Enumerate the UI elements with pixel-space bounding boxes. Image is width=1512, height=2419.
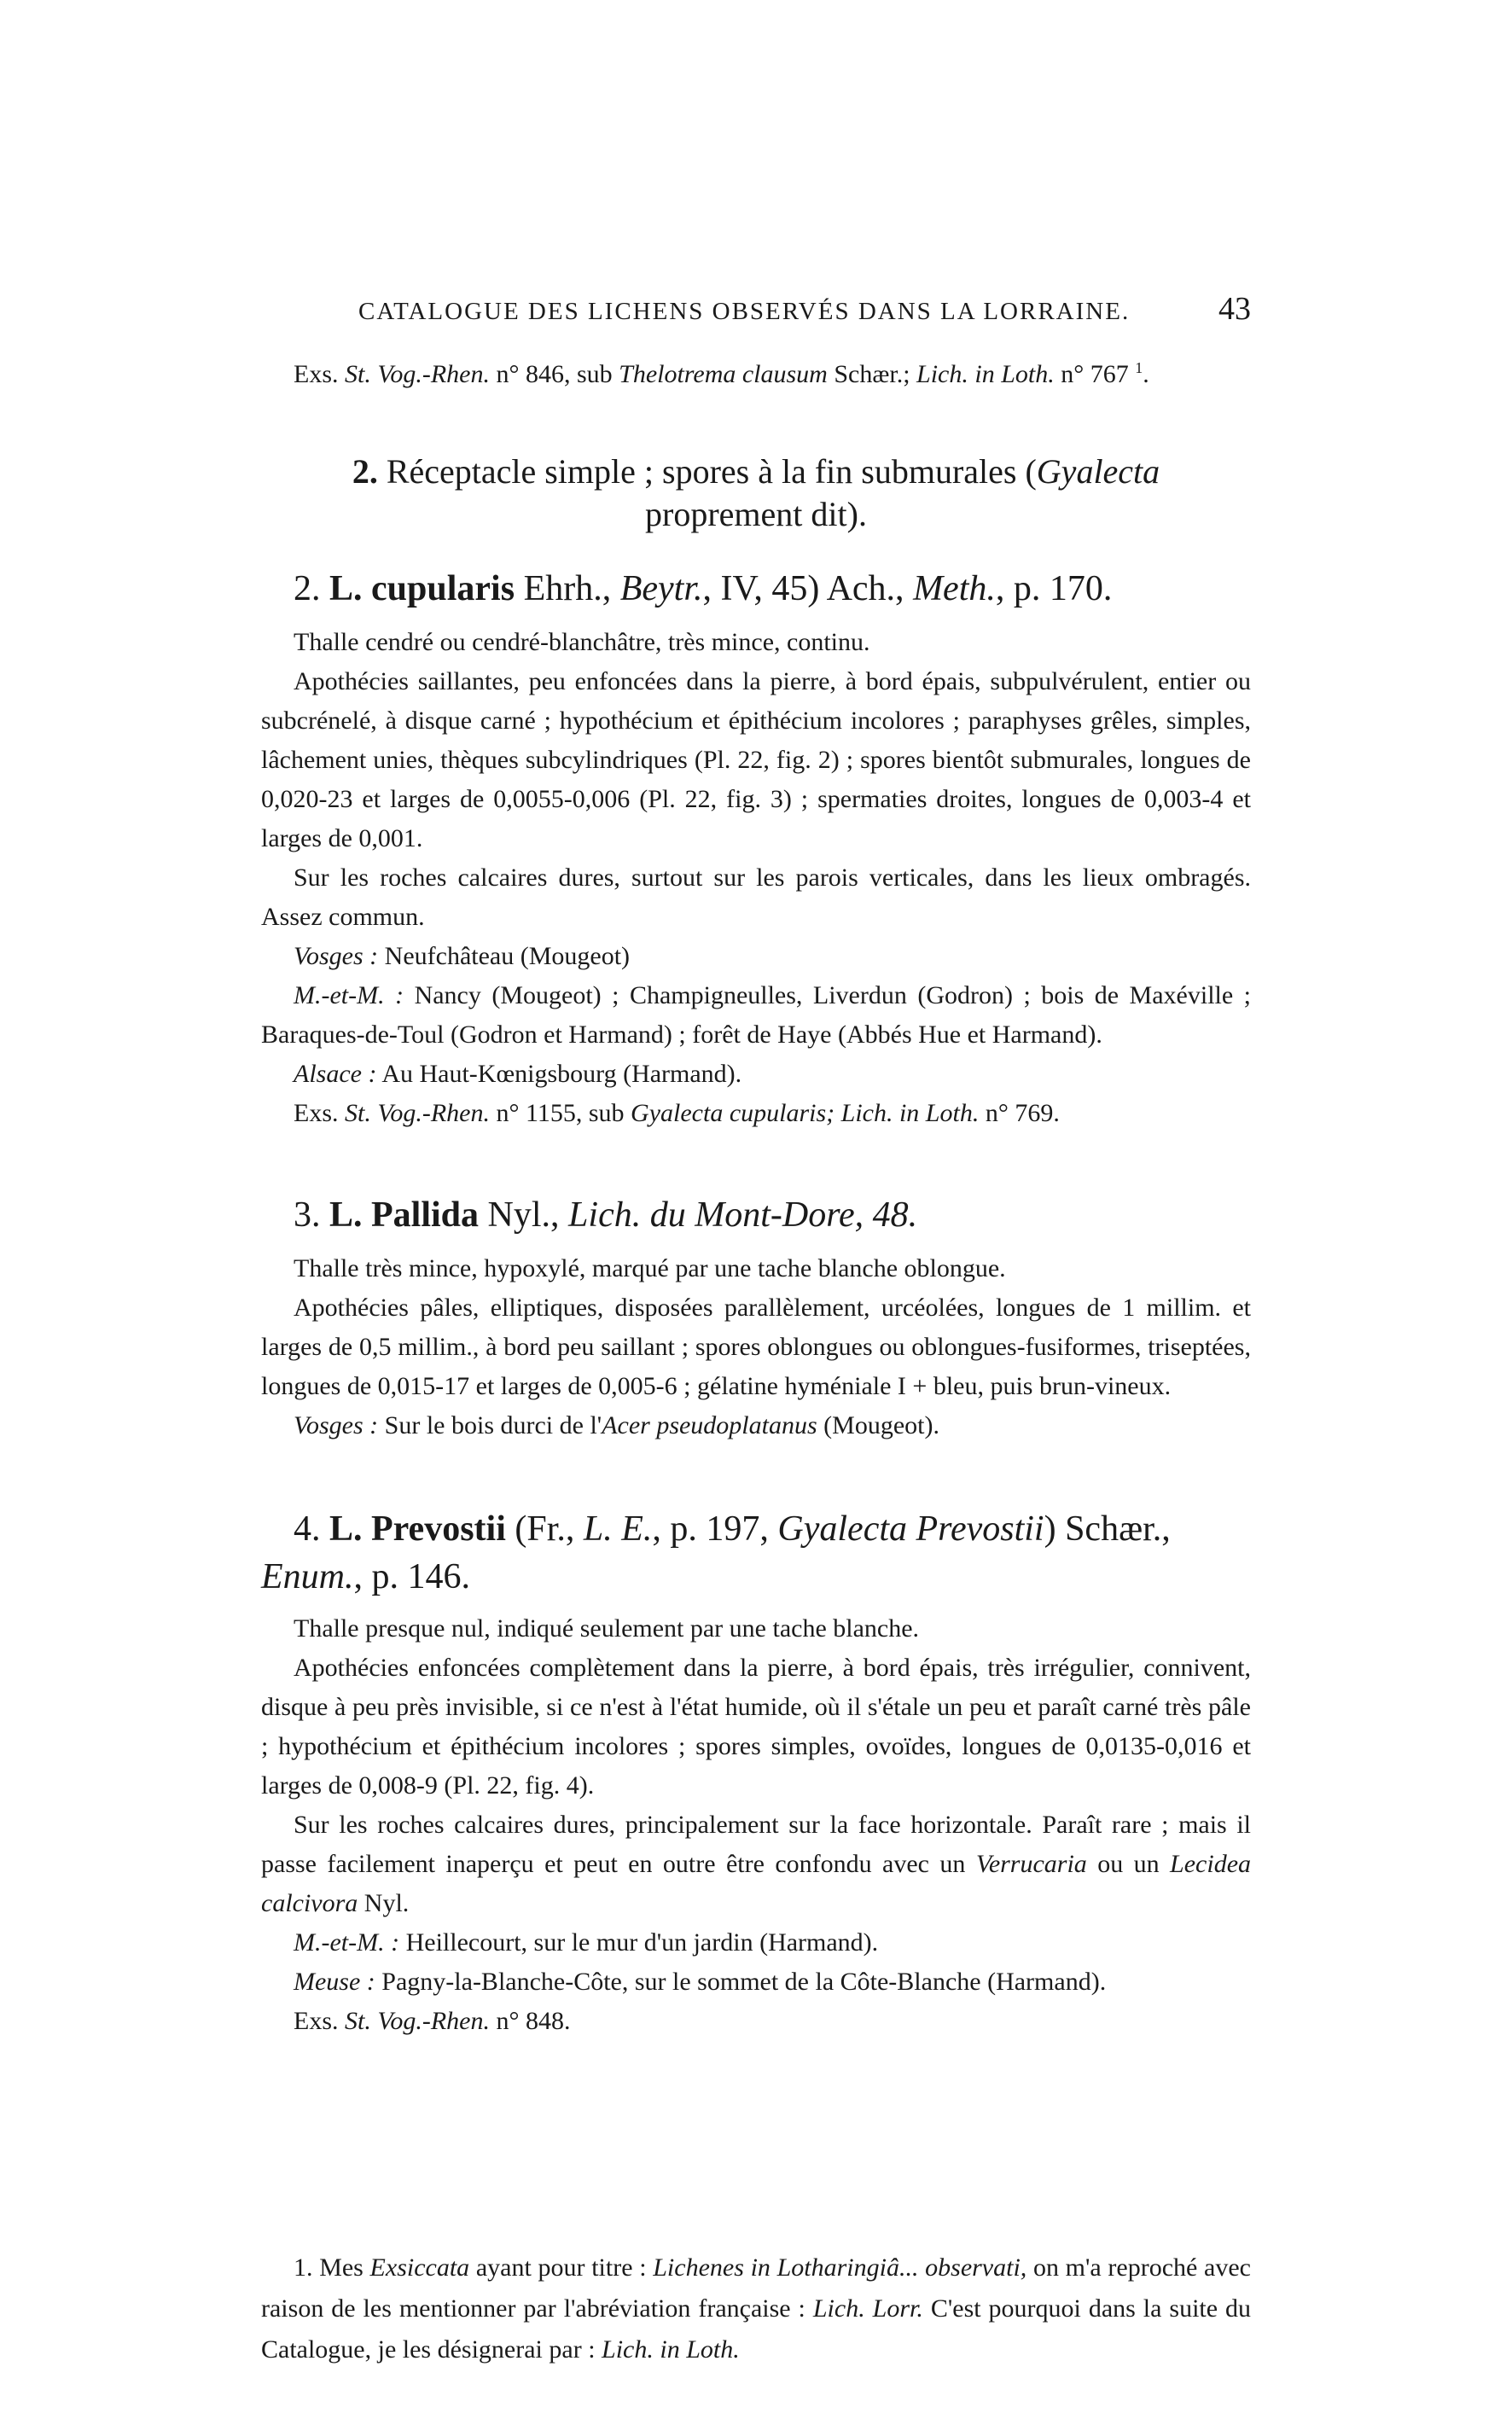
species-body-prevostii — [261, 1609, 1251, 2041]
paragraph: Apothécies pâles, elliptiques, disposées parallèlement, urcéolées, longues de 1 millim. et larges de 0,5 millim., à bord peu saillant ; spores oblongues ou oblongues-fusiformes, triseptées, longues de 0,015-17 et larges de 0,005-6 ; gélatine hyméniale I + bleu, puis brun-vineux. — [261, 1294, 1251, 1400]
paragraph: Apothécies saillantes, peu enfoncées dans la pierre, à bord épais, subpulvérulent, entier ou subcrénelé, à disque carné ; hypothécium et épithécium incolores ; paraphyses grêles, simples, lâchement unies, thèques subcylindriques (Pl. 22, fig. 2) ; spores bientôt submurales, longues de 0,020-23 et larges de 0,0055-0,006 (Pl. 22, fig. 3) ; spermaties droites, longues de 0,003-4 et larges de 0,001. — [261, 667, 1251, 852]
locality: Meuse : Pagny-la-Blanche-Côte, sur le sommet de la Côte-Blanche (Harmand). — [294, 1968, 1107, 1996]
locality: M.-et-M. : Heillecourt, sur le mur d'un jardin (Harmand). — [294, 1928, 879, 1957]
paragraph: Sur les roches calcaires dures, principalement sur la face horizontale. Paraît rare ; mais il passe facilement inaperçu et peut en outre être confondu avec un Verrucaria ou un Lecidea calcivora Nyl. — [261, 1811, 1252, 1917]
paragraph: Thalle très mince, hypoxylé, marqué par une tache blanche oblongue. — [294, 1254, 1006, 1282]
page-number: 43 — [1218, 291, 1251, 327]
species-body-cupularis — [261, 623, 1251, 1133]
footnote-marker: 1 — [1135, 359, 1143, 376]
running-header — [358, 290, 1251, 328]
intro-exsiccata: Exs. St. Vog.-Rhen. n° 846, sub Thelotrema clausum Schær.; Lich. in Loth. n° 767 $^1$. — [294, 359, 1149, 388]
locality: Vosges : Neufchâteau (Mougeot) — [294, 942, 631, 970]
exsiccata: Exs. St. Vog.-Rhen. n° 1155, sub Gyalecta cupularis; Lich. in Loth. n° 769. — [294, 1099, 1060, 1127]
locality: M.-et-M. : Nancy (Mougeot) ; Champigneulles, Liverdun (Godron) ; bois de Maxéville ; Baraques-de-Toul (Godron et Harmand) ; forêt de Haye (Abbés Hue et Harmand). — [261, 981, 1251, 1049]
paragraph: Sur les roches calcaires dures, surtout sur les parois verticales, dans les lieux ombragés. Assez commun. — [261, 864, 1251, 931]
paragraph: Thalle cendré ou cendré-blanchâtre, très mince, continu. — [294, 628, 870, 656]
footnote: 1. Mes Exsiccata ayant pour titre : Lichenes in Lotharingiâ... observati, on m'a reproché avec raison de les mentionner par l'abréviation française : Lich. Lorr. C'est pourquoi dans la suite du Catalogue, je les désignerai par : Lich. in Loth. — [261, 2253, 1252, 2364]
running-title: CATALOGUE DES LICHENS OBSERVÉS DANS LA LORRAINE. — [358, 298, 1131, 325]
species-heading-pallida: 3. L. Pallida Nyl., Lich. du Mont-Dore, 48. — [294, 1195, 918, 1235]
exsiccata: Exs. St. Vog.-Rhen. n° 848. — [294, 2007, 571, 2035]
paragraph: Thalle presque nul, indiqué seulement par une tache blanche. — [294, 1614, 920, 1643]
paragraph: Apothécies enfoncées complètement dans la pierre, à bord épais, très irrégulier, connivent, disque à peu près invisible, si ce n'est à l'état humide, où il s'étale un peu et paraît carné très pâle ; hypothécium et épithécium incolores ; spores simples, ovoïdes, longues de 0,0135-0,016 et larges de 0,008-9 (Pl. 22, fig. 4). — [261, 1654, 1251, 1800]
species-heading-prevostii: 4. L. Prevostii (Fr., L. E., p. 197, Gyalecta Prevostii) Schær., Enum., p. 146. — [261, 1509, 1171, 1596]
species-body-pallida — [261, 1249, 1251, 1445]
locality: Vosges : Sur le bois durci de l'Acer pseudoplatanus (Mougeot). — [294, 1411, 939, 1439]
locality: Alsace : Au Haut-Kœnigsbourg (Harmand). — [294, 1060, 742, 1088]
species-heading-cupularis: 2. L. cupularis Ehrh., Beytr., IV, 45) Ach., Meth., p. 170. — [294, 569, 1113, 608]
section-heading-2: 2. Réceptacle simple ; spores à la fin submurales (Gyalecta proprement dit). — [352, 452, 1160, 533]
